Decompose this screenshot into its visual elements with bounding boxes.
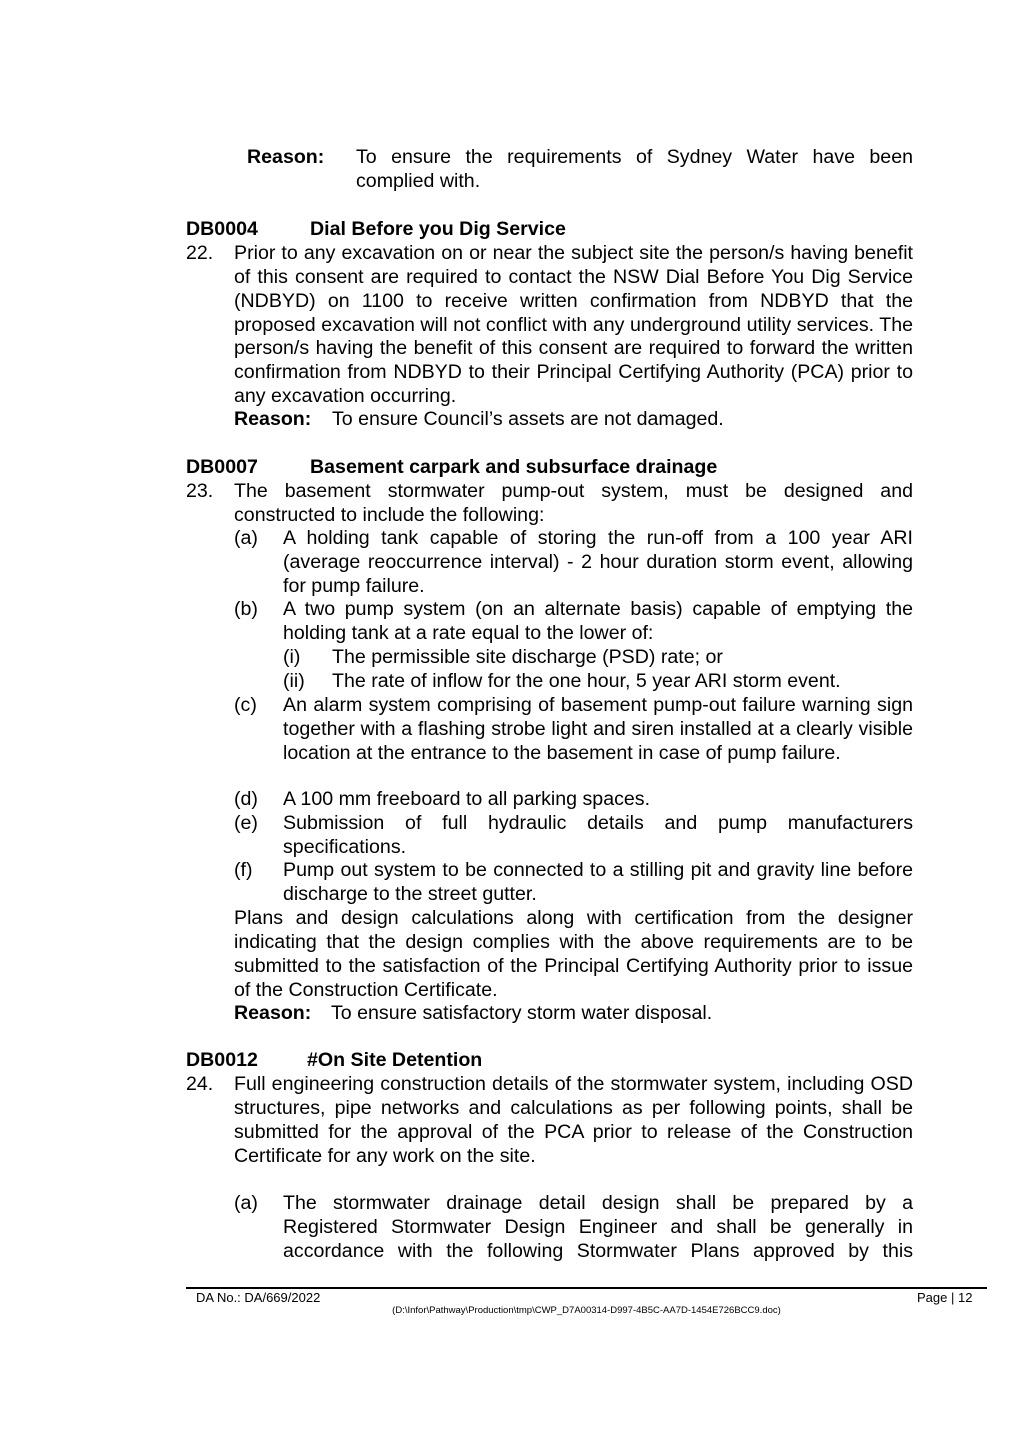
footer-rule — [186, 1287, 987, 1289]
list-item-text: A holding tank capable of storing the run-off from a 100 year ARI (average reoccurrence interval) - 2 hour duration storm event, allowing for pump failure. — [283, 527, 913, 597]
list-item-text: An alarm system comprising of basement pump-out failure warning sign together with a flashing strobe light and siren installed at a clearly visible location at the entrance to the basement in case of pump failure. — [283, 694, 913, 764]
list-item-label: (a) — [234, 1192, 258, 1214]
condition-body: The basement stormwater pump-out system, must be designed and constructed to include the following: — [234, 480, 913, 526]
list-item-label: (f) — [234, 859, 253, 881]
sub-item-text: The permissible site discharge (PSD) rate; or — [332, 646, 723, 668]
reason-text: To ensure Council’s assets are not damaged. — [332, 408, 724, 430]
list-item-label: (d) — [234, 788, 258, 810]
condition-closing: Plans and design calculations along with certification from the designer indicating that the design complies with the above requirements are to be submitted to the satisfaction of the Principal Certifying Authority prior to issue of the Construction Certificate. — [234, 907, 913, 1001]
reason-label: Reason: — [247, 146, 325, 168]
condition-body: Full engineering construction details of the stormwater system, including OSD structures, pipe networks and calculations as per following points, shall be submitted for the approval of the PCA prior to release of the Construction Certificate for any work on the site. — [234, 1073, 913, 1167]
section-title: #On Site Detention — [307, 1049, 483, 1071]
list-item-text: A two pump system (on an alternate basis) capable of emptying the holding tank at a rate equal to the lower of: — [283, 598, 913, 644]
list-item-text: Pump out system to be connected to a stilling pit and gravity line before discharge to the street gutter. — [283, 859, 913, 905]
sub-item-label: (ii) — [283, 670, 305, 692]
list-item-label: (e) — [234, 812, 258, 834]
section-code: DB0012 — [186, 1049, 258, 1071]
reason-label: Reason: — [234, 1002, 312, 1024]
reason-text: To ensure satisfactory storm water disposal. — [331, 1002, 713, 1024]
section-title: Basement carpark and subsurface drainage — [310, 456, 718, 478]
list-item-text: The stormwater drainage detail design shall be prepared by a Registered Stormwater Design Engineer and shall be generally in accordance with the following Stormwater Plans approved by this — [283, 1192, 913, 1262]
condition-number: 24. — [186, 1073, 214, 1095]
condition-reason — [234, 1002, 913, 1026]
condition-body: Prior to any excavation on or near the subject site the person/s having benefit of this consent are required to contact the NSW Dial Before You Dig Service (NDBYD) on 1100 to receive written confirmation from NDBYD that the proposed excavation will not conflict with any underground utility services. The person/s having the benefit of this consent are required to forward the written confirmation from NDBYD to their Principal Certifying Authority (PCA) prior to any excavation occurring. — [234, 242, 913, 408]
reason-text: To ensure the requirements of Sydney Water have been complied with. — [356, 146, 913, 192]
reason-label: Reason: — [234, 408, 312, 430]
footer-page-number: Page | 12 — [917, 1290, 973, 1305]
section-code: DB0004 — [186, 218, 258, 240]
list-item-text: Submission of full hydraulic details and pump manufacturers specifications. — [283, 812, 913, 858]
condition-reason — [234, 408, 913, 432]
footer-da-number: DA No.: DA/669/2022 — [196, 1290, 321, 1305]
footer-file-path: (D:\Infor\Pathway\Production\tmp\CWP_D7A00314-D997-4B5C-AA7D-1454E726BCC9.doc) — [392, 1305, 781, 1316]
section-code: DB0007 — [186, 456, 258, 478]
sub-item-label: (i) — [283, 646, 301, 668]
list-item-text: A 100 mm freeboard to all parking spaces. — [283, 788, 651, 810]
sub-item-text: The rate of inflow for the one hour, 5 year ARI storm event. — [332, 670, 841, 692]
section-title: Dial Before you Dig Service — [310, 218, 566, 240]
condition-number: 23. — [186, 480, 214, 502]
list-item-label: (a) — [234, 527, 258, 549]
list-item-label: (b) — [234, 598, 258, 620]
condition-number: 22. — [186, 242, 214, 264]
list-item-label: (c) — [234, 694, 257, 716]
